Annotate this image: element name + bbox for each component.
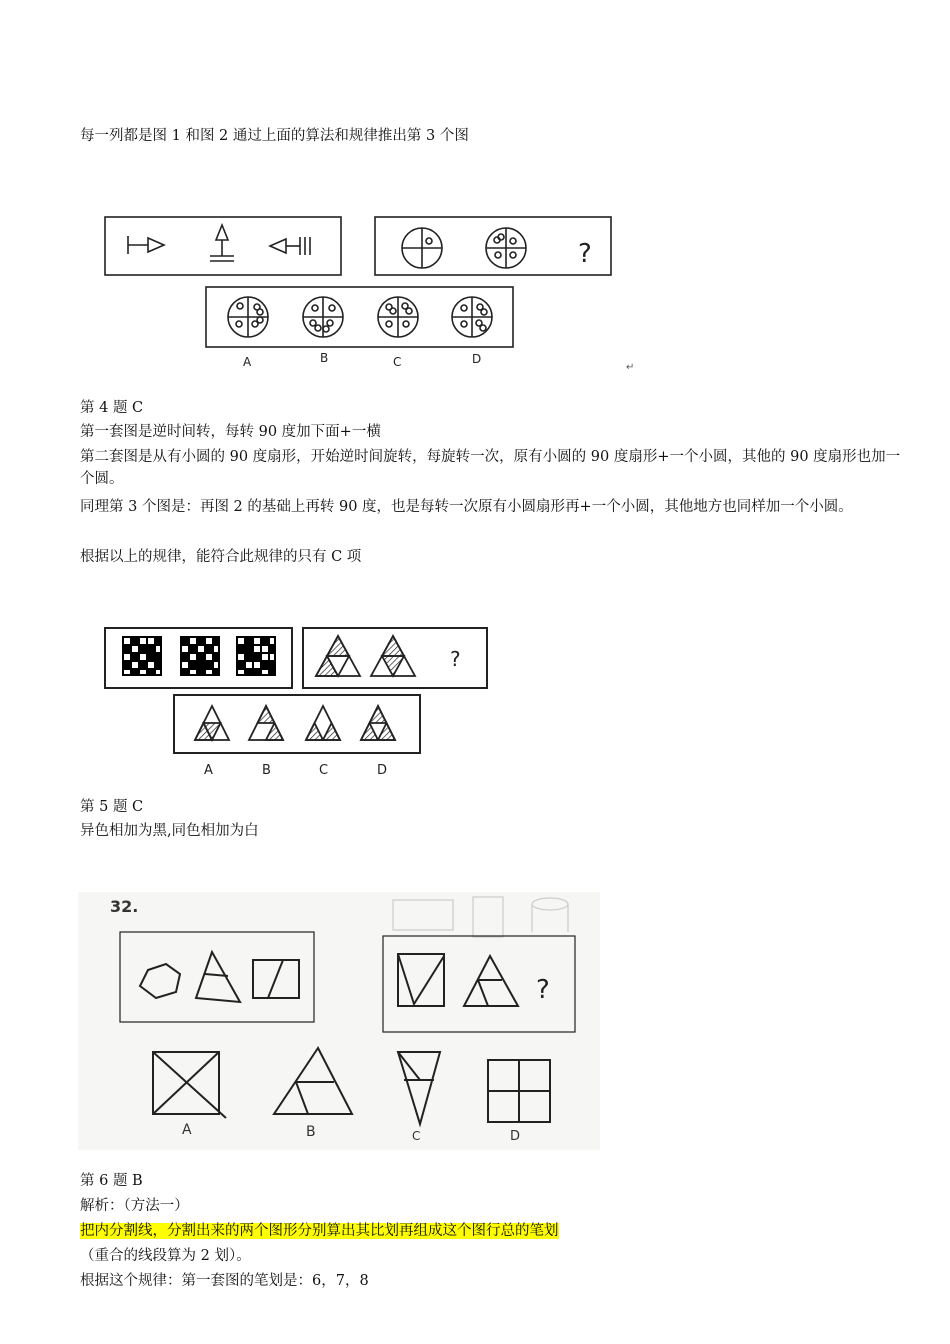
q6-option-c: C [412,1129,421,1143]
highlighted-text: 把内分割线，分割出来的两个图形分别算出其比划再组成这个图行总的笔划 [80,1223,559,1239]
q5-figure [100,622,500,782]
q5-option-c: C [319,763,329,778]
q6-answer: 第 6 题 B [80,1173,143,1189]
q4-line1: 第一套图是逆时间转，每转 90 度加下面+一横 [80,424,381,440]
q4-option-a: A [243,355,252,369]
intro-text: 每一列都是图 1 和图 2 通过上面的算法和规律推出第 3 个图 [80,128,469,144]
q5-answer: 第 5 题 C [80,799,144,815]
q6-line3: （重合的线段算为 2 划）。 [80,1248,251,1264]
q5-option-a: A [204,763,213,778]
q6-option-d: D [510,1129,521,1144]
q6-figure [78,892,600,1150]
q4-line3: 同理第 3 个图是：再图 2 的基础上再转 90 度，也是每转一次原有小圆扇形再+一个小圆，其他地方也同样加一个小圆。 [80,499,853,515]
q4-answer: 第 4 题 C [80,400,144,416]
q4-question-mark: ? [578,239,592,269]
q6-line4: 根据这个规律：第一套图的笔划是：6，7，8 [80,1273,369,1289]
q6-option-a: A [182,1122,192,1138]
q4-line4: 根据以上的规律，能符合此规律的只有 C 项 [80,549,362,565]
q6-line2 [80,1220,559,1242]
q5-option-d: D [377,763,388,778]
q5-line1: 异色相加为黑,同色相加为白 [80,823,259,839]
q4-option-b: B [320,351,329,365]
q5-option-b: B [262,763,271,778]
q4-line2: 第二套图是从有小圆的 90 度扇形，开始逆时间旋转，每旋转一次，原有小圆的 90 度扇形+一个小圆，其他的 90 度扇形也加一个圆。 [80,449,901,487]
q6-line1: 解析：（方法一） [80,1198,189,1214]
q5-question-mark: ? [450,647,461,671]
q4-option-c: C [393,355,402,369]
q4-option-d: D [472,352,482,366]
q4-figure [100,210,640,375]
q4-return-mark: ↵ [626,362,635,373]
q6-option-b: B [306,1124,316,1140]
q6-question-mark: ? [536,975,550,1005]
q6-number: 32. [110,897,139,916]
